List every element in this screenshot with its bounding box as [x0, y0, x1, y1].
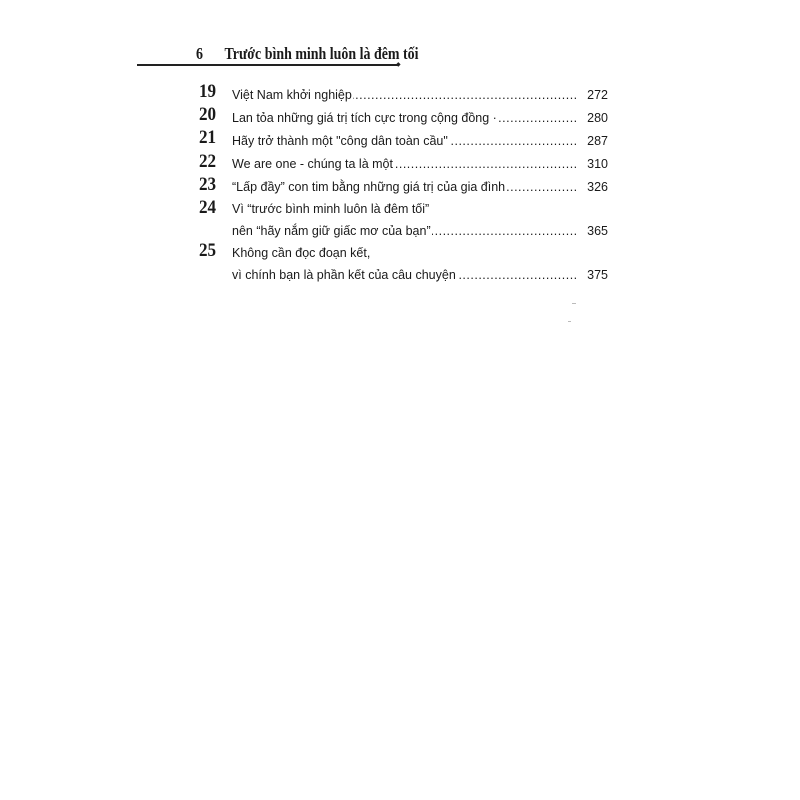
toc-entry-title: “Lấp đầy” con tim bằng những giá trị của gia đình [232, 180, 506, 194]
toc-entry-title-cont: vì chính bạn là phần kết của câu chuyện [232, 268, 456, 282]
toc-entry[interactable] [232, 132, 608, 150]
toc-entry-title: Vì “trước bình minh luôn là đêm tối” [232, 202, 430, 216]
paper-speck [568, 321, 571, 322]
toc-entry-number: 25 [199, 240, 217, 261]
toc-entry-number: 23 [199, 174, 217, 195]
toc-entry-title: We are one - chúng ta là một [232, 157, 393, 171]
toc-entry[interactable] [232, 222, 608, 240]
header-rule-end-mark: ◆ [396, 62, 401, 68]
toc-entry-title: Việt Nam khởi nghiệp [232, 88, 352, 102]
toc-entry[interactable] [232, 155, 608, 173]
toc-entry[interactable] [232, 178, 608, 196]
toc-entry-number: 21 [199, 127, 217, 148]
toc-entry-title: Hãy trở thành một "công dân toàn cầu" [232, 134, 448, 148]
toc-entry-page: 326 [587, 180, 608, 194]
toc-entry-number: 20 [199, 104, 217, 125]
book-title: Trước bình minh luôn là đêm tối [224, 44, 419, 63]
toc-entry[interactable] [232, 86, 608, 104]
toc-entry-number: 19 [199, 81, 217, 102]
toc-entry-number: 24 [199, 197, 217, 218]
toc-entry[interactable] [232, 109, 608, 127]
toc-entry-page: 375 [587, 268, 608, 282]
toc-entry-first-line[interactable] [232, 200, 608, 218]
toc-entry-title: Không cần đọc đoạn kết, [232, 246, 371, 260]
toc-entry[interactable] [232, 266, 608, 284]
toc-entry-first-line[interactable] [232, 244, 608, 262]
toc-entry-number: 22 [199, 151, 217, 172]
toc-entry-title-cont: nên “hãy nắm giữ giấc mơ của bạn” [232, 224, 431, 238]
toc-entry-page: 280 [587, 111, 608, 125]
paper-speck [572, 303, 576, 304]
toc-entry-title: Lan tỏa những giá trị tích cực trong cộng đồng · [232, 111, 497, 125]
toc-entry-page: 365 [587, 224, 608, 238]
toc-entry-page: 310 [587, 157, 608, 171]
toc-entry-page: 287 [587, 134, 608, 148]
page-number: 6 [196, 44, 203, 63]
toc-entry-page: 272 [587, 88, 608, 102]
